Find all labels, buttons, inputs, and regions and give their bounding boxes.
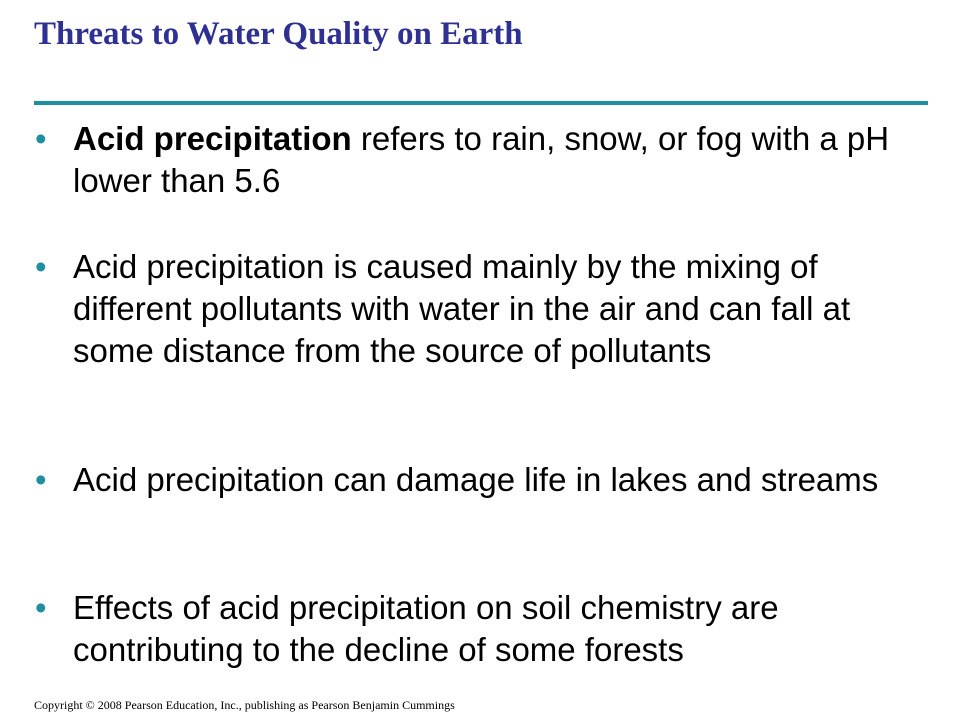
bullet-text: Acid precipitation is caused mainly by the mixing of different pollutants with water in the air and can fall at some distance from the source of pollutants <box>73 248 851 369</box>
bullet-dot-icon: • <box>35 461 47 498</box>
bullet-item-4 <box>34 587 924 671</box>
bullet-dot-icon: • <box>35 120 47 157</box>
bullet-text: Acid precipitation can damage life in lakes and streams <box>73 461 879 498</box>
bullet-bold-term: Acid precipitation <box>73 120 352 157</box>
copyright-notice: Copyright © 2008 Pearson Education, Inc., publishing as Pearson Benjamin Cummings <box>34 698 455 712</box>
bullet-text <box>73 118 924 202</box>
bullet-body: refers to rain, snow, or fog with a pH lower than 5.6 <box>73 120 890 199</box>
bullet-item-3 <box>34 459 924 501</box>
bullet-item-1 <box>34 118 924 202</box>
bullet-dot-icon: • <box>35 248 47 285</box>
bullet-text: Effects of acid precipitation on soil chemistry are contributing to the decline of some forests <box>73 589 779 668</box>
slide-title: Threats to Water Quality on Earth <box>34 16 523 52</box>
title-divider <box>34 101 928 105</box>
bullet-dot-icon: • <box>35 589 47 626</box>
bullet-item-2 <box>34 246 924 372</box>
